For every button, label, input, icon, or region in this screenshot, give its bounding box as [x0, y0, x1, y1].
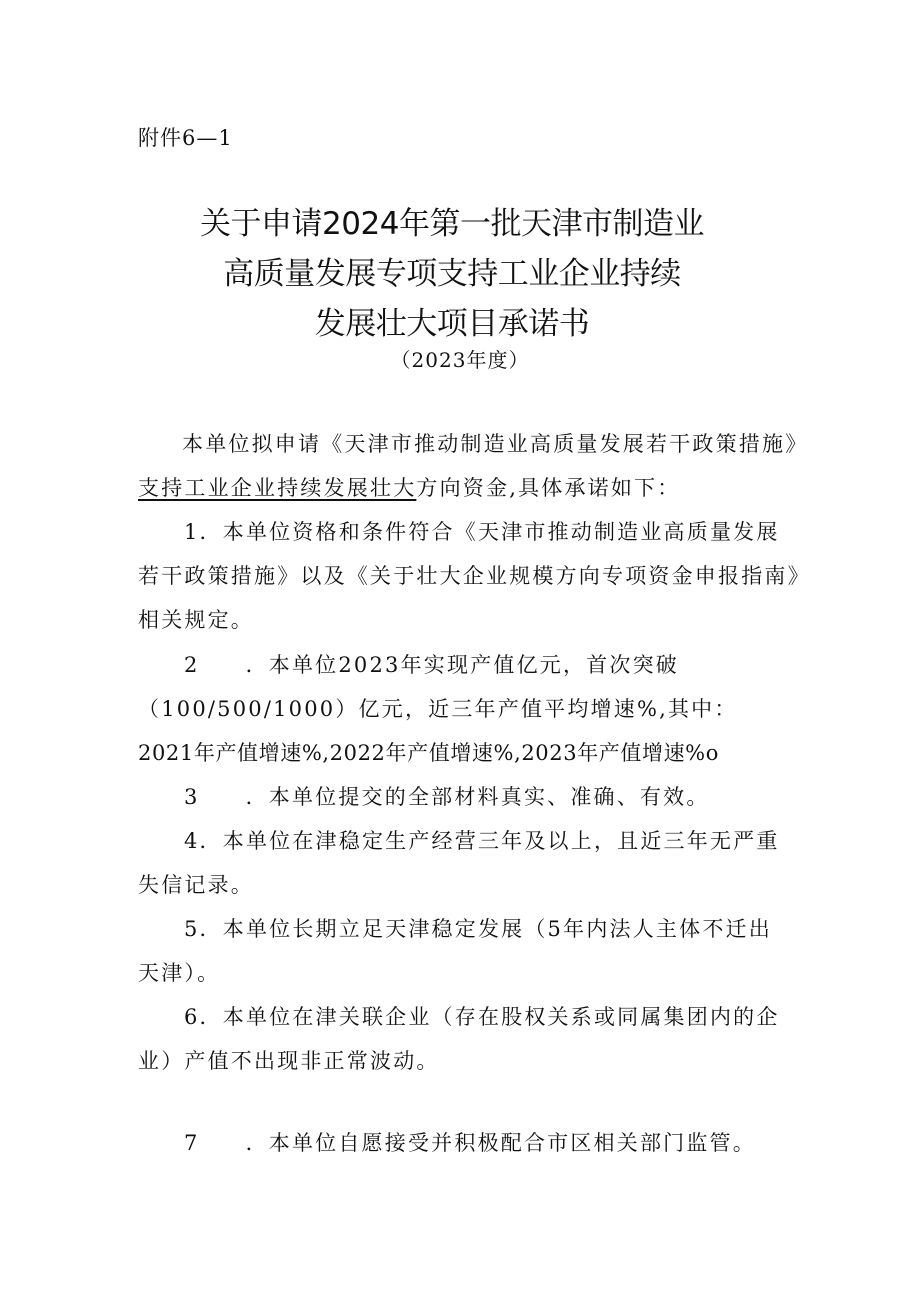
item-2-text: ．本单位2023年实现产值亿元，首次突破 [245, 653, 680, 677]
item-7-number: 7 [184, 1131, 200, 1155]
item-2-line-3: 2021年产值增速%,2022年产值增速%,2023年产值增速%o [138, 741, 719, 765]
item-7-line-1 [184, 1127, 756, 1157]
item-4-line-2: 失信记录。 [138, 873, 254, 897]
intro-line-2 [138, 472, 680, 502]
year-label: （2023年度） [390, 348, 530, 372]
title-line-2: 高质量发展专项支持工业企业持续 [223, 256, 681, 292]
item-3-number: 3 [184, 785, 200, 809]
intro-line-2-rest: 方向资金,具体承诺如下： [416, 476, 681, 500]
intro-underlined-phrase: 支持工业企业持续发展壮大 [138, 476, 417, 500]
item-6-line-2: 业）产值不出现非正常波动。 [138, 1049, 440, 1073]
item-1-line-1: 1．本单位资格和条件符合《天津市推动制造业高质量发展 [184, 520, 780, 544]
item-5-line-2: 天津）。 [138, 961, 221, 985]
item-3-line-1 [184, 781, 710, 811]
item-2-line-2: （100/500/1000）亿元，近三年产值平均增速%,其中： [138, 697, 738, 721]
item-7-text: ．本单位自愿接受并积极配合市区相关部门监管。 [245, 1131, 756, 1155]
item-3-text: ．本单位提交的全部材料真实、准确、有效。 [245, 785, 710, 809]
intro-line-1: 本单位拟申请《天津市推动制造业高质量发展若干政策措施》 [182, 432, 809, 456]
item-4-line-1: 4．本单位在津稳定生产经营三年及以上，且近三年无严重 [184, 829, 780, 853]
item-6-line-1: 6．本单位在津关联企业（存在股权关系或同属集团内的企 [184, 1005, 780, 1029]
item-2-line-1 [184, 649, 679, 679]
item-1-line-2: 若干政策措施》以及《关于壮大企业规模方向专项资金申报指南》 [138, 564, 811, 588]
title-line-3: 发展壮大项目承诺书 [314, 306, 590, 342]
item-1-line-3: 相关规定。 [138, 608, 254, 632]
title-line-1: 关于申请2024年第一批天津市制造业 [200, 206, 704, 242]
item-5-line-1: 5．本单位长期立足天津稳定发展（5年内法人主体不迁出 [184, 917, 772, 941]
attachment-label: 附件6—1 [138, 126, 233, 150]
item-2-number: 2 [184, 653, 200, 677]
